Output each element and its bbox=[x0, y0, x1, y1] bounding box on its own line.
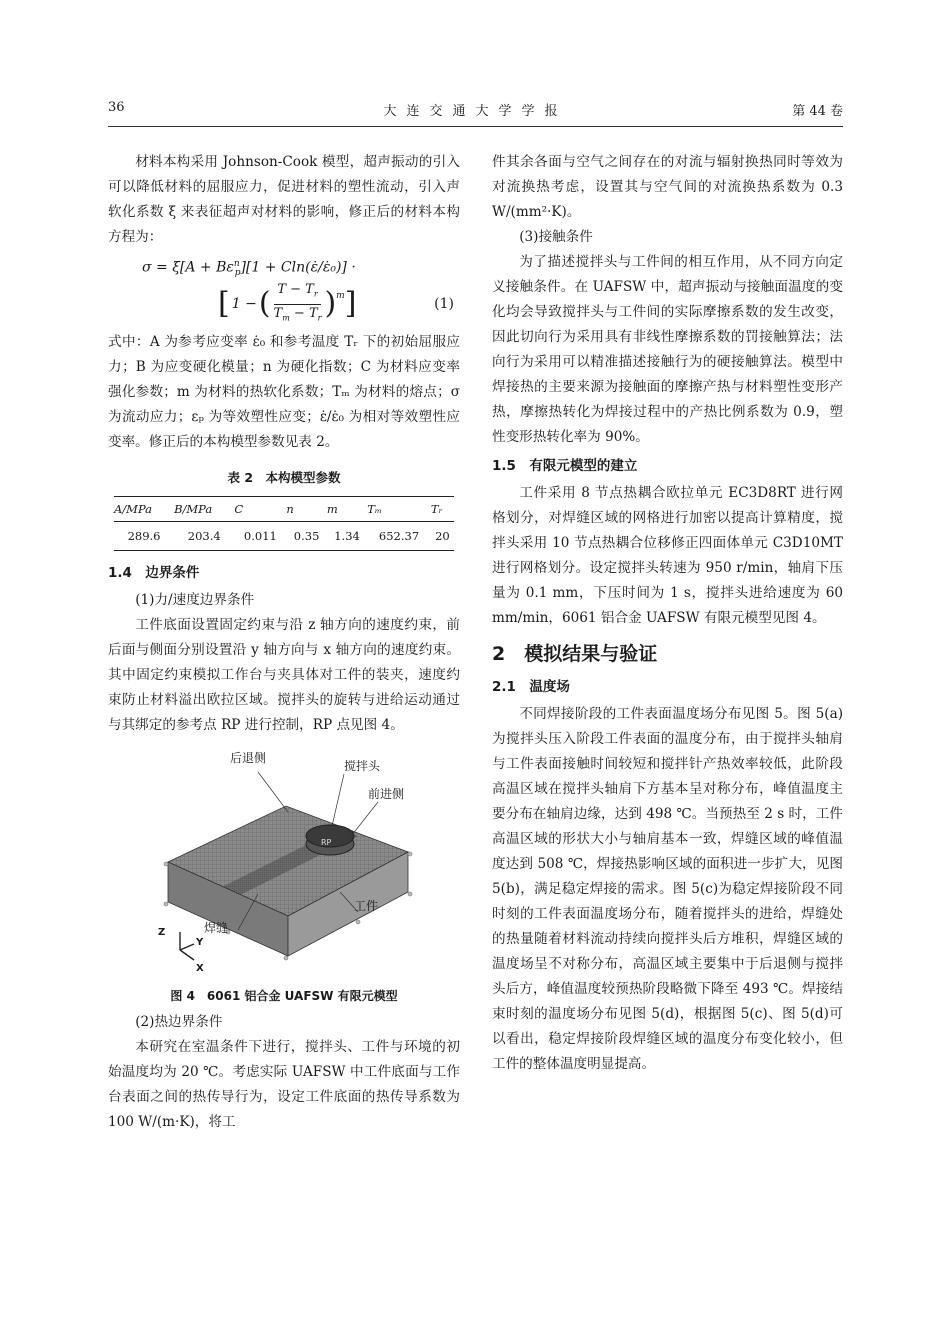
subheading: (1)力/速度边界条件 bbox=[135, 592, 255, 608]
page-number: 36 bbox=[108, 100, 125, 115]
subheading: (3)接触条件 bbox=[519, 229, 593, 245]
figure-4 bbox=[108, 744, 460, 984]
paragraph: 本研究在室温条件下进行，搅拌头、工件与环境的初始温度均为 20 ℃。考虑实际 UAFSW 中工件底面与工作台表面之间的热传导行为，设定工件底面的热传导系数为 100 W/(m·K)，将工 bbox=[108, 1039, 460, 1130]
eq-paren: ( bbox=[258, 286, 271, 321]
paragraph: 件其余各面与空气之间存在的对流与辐射换热同时等效为对流换热考虑，设置其与空气间的对流换热系数为 0.3 W/(mm²·K)。 bbox=[492, 154, 843, 220]
fe-model-illustration bbox=[108, 744, 460, 984]
eq-fraction bbox=[274, 281, 322, 327]
label-weld: 焊缝 bbox=[204, 921, 229, 935]
right-column bbox=[492, 150, 843, 1077]
table-cell: 0.35 bbox=[286, 522, 326, 551]
eq-sub: r bbox=[317, 313, 322, 323]
paragraph: 不同焊接阶段的工件表面温度场分布见图 5。图 5(a)为搅拌头压入阶段工件表面的温度分布，由于搅拌头轴肩与工件表面接触时间较短和搅拌针产热效率较低，此阶段高温区域在搅拌头轴肩下方基本呈对称分布，峰值温度主要分布在轴肩边缘，达到 498 ℃。当预热至 2 s 时，工件高温区域的形状大小与轴肩基本一致，焊缝区域的峰值温度达到 508 ℃，焊接热影响区域的面积进一步扩大，见图 5(b)，满足稳定焊接的需求。图 5(c)为稳定焊接阶段不同时刻的工件表面温度场分布，随着搅拌头的进给，焊缝处的热量随着材料流动持续向搅拌头后方堆积，焊缝区域的温度场呈不对称分布，高温区域主要集中于后退侧与搅拌头后方，峰值温度较预热阶段略微下降至 493 ℃。焊接结束时刻的温度场分布见图 5(d)，根据图 5(c)、图 5(d)可以看出，稳定焊接阶段焊缝区域的温度分布变化较小，但工件的整体温度明显提高。 bbox=[492, 706, 843, 1072]
eq-part: σ = ξ[A + Bε bbox=[142, 259, 234, 276]
table-header: B/MPa bbox=[174, 497, 234, 522]
eq-num-text: T − T bbox=[277, 281, 314, 297]
label-rp: RP bbox=[321, 838, 332, 847]
eq-part: ][1 + Cln(ε̇/ε̇₀)] · bbox=[240, 259, 356, 276]
table-cell: 1.34 bbox=[327, 522, 367, 551]
eq-denominator bbox=[274, 305, 322, 328]
label-tool: 搅拌头 bbox=[344, 759, 381, 773]
table-header: n bbox=[286, 497, 326, 522]
eq-sup: n bbox=[233, 259, 240, 269]
axis-y-label: Y bbox=[196, 937, 204, 948]
label-retreat-side: 后退侧 bbox=[230, 751, 267, 765]
section-heading: 1.5 有限元模型的建立 bbox=[492, 458, 638, 474]
eq-sub: p bbox=[234, 268, 241, 279]
label-workpiece: 工件 bbox=[354, 899, 379, 913]
eq-numerator bbox=[277, 281, 317, 304]
eq-paren: ) bbox=[324, 286, 337, 321]
running-header bbox=[108, 96, 843, 127]
eq-sub: m bbox=[282, 313, 290, 323]
paragraph: 为了描述搅拌头与工件间的相互作用，从不同方向定义接触条件。在 UAFSW 中，超声振动与接触面温度的变化均会导致搅拌头与工件间的实际摩擦系数的发生改变，因此切向行为采用具有非线性摩擦系数的罚接触算法；法向行为采用可以精准描述接触行为的硬接触算法。模型中焊接热的主要来源为接触面的摩擦产热与材料塑性变形产热，摩擦热转化为焊接过程中的产热比例系数为 0.9，塑性变形热转化率为 90%。 bbox=[492, 254, 843, 445]
table-header-row bbox=[114, 497, 454, 522]
table-header: m bbox=[327, 497, 367, 522]
equation-number: (1) bbox=[434, 296, 454, 312]
axis-x-label: X bbox=[196, 963, 204, 974]
left-column bbox=[108, 150, 460, 1135]
table-header: Tᵣ bbox=[431, 497, 454, 522]
eq-den-text: − T bbox=[289, 305, 318, 321]
axis-triad bbox=[180, 932, 194, 960]
axis-z-label: Z bbox=[158, 927, 166, 938]
table-cell: 203.4 bbox=[174, 522, 234, 551]
table-title: 表 2 本构模型参数 bbox=[227, 470, 341, 485]
label-advance-side: 前进侧 bbox=[368, 787, 405, 801]
table-header: Tₘ bbox=[367, 497, 431, 522]
journal-name: 大连交通大学学报 bbox=[383, 104, 568, 119]
section-heading: 2.1 温度场 bbox=[492, 679, 570, 695]
equation-line-2 bbox=[108, 278, 460, 330]
chapter-heading: 2 模拟结果与验证 bbox=[492, 643, 658, 665]
table-header: A/MPa bbox=[114, 497, 174, 522]
parameter-table bbox=[114, 496, 454, 551]
subheading: (2)热边界条件 bbox=[135, 1014, 223, 1030]
table-cell: 652.37 bbox=[367, 522, 431, 551]
volume-label: 第 44 卷 bbox=[792, 104, 843, 119]
figure-caption: 图 4 6061 铝合金 UAFSW 有限元模型 bbox=[170, 989, 398, 1003]
paragraph: 工件底面设置固定约束与沿 z 轴方向的速度约束，前后面与侧面分别设置沿 y 轴方向与 x 轴方向的速度约束。其中固定约束模拟工作台与夹具体对工件的装夹，速度约束防止材料溢出欧拉区域。搅拌头的旋转与进给运动通过与其绑定的参考点 RP 进行控制，RP 点见图 4。 bbox=[108, 617, 460, 733]
section-heading: 1.4 边界条件 bbox=[108, 565, 200, 581]
eq-den-text: T bbox=[273, 305, 283, 321]
table-cell: 0.011 bbox=[234, 522, 286, 551]
table-row bbox=[114, 522, 454, 551]
equation-line-1 bbox=[108, 250, 460, 278]
table-cell: 289.6 bbox=[114, 522, 174, 551]
eq-part: 1 − bbox=[231, 295, 257, 312]
paragraph: 材料本构采用 Johnson-Cook 模型，超声振动的引入可以降低材料的屈服应力，促进材料的塑性流动，引入声软化系数 ξ 来表征超声对材料的影响，修正后的材料本构方程为： bbox=[108, 154, 460, 245]
eq-bracket: ] bbox=[344, 286, 357, 321]
eq-sub: r bbox=[313, 289, 318, 299]
paragraph: 式中：A 为参考应变率 ε̇₀ 和参考温度 Tᵣ 下的初始屈服应力；B 为应变硬化模量；n 为硬化指数；C 为材料应变率强化参数；m 为材料的热软化系数；Tₘ 为材料的熔点；σ 为流动应力；εₚ 为等效塑性应变；ε̇/ε̇₀ 为相对等效塑性应变率。修正后的本构模型参数见表 2。 bbox=[108, 334, 460, 450]
paragraph: 工件采用 8 节点热耦合欧拉单元 EC3D8RT 进行网格划分，对焊缝区域的网格进行加密以提高计算精度，搅拌头采用 10 节点热耦合位移修正四面体单元 C3D10MT 进行网格划分。设定搅拌头转速为 950 r/min，轴肩下压量为 0.1 mm，下压时间为 1 s，搅拌头进给速度为 60 mm/min，6061 铝合金 UAFSW 有限元模型见图 4。 bbox=[492, 485, 843, 626]
table-cell: 20 bbox=[431, 522, 454, 551]
eq-exponent: m bbox=[336, 291, 345, 301]
table-header: C bbox=[234, 497, 286, 522]
eq-bracket: [ bbox=[218, 286, 230, 321]
